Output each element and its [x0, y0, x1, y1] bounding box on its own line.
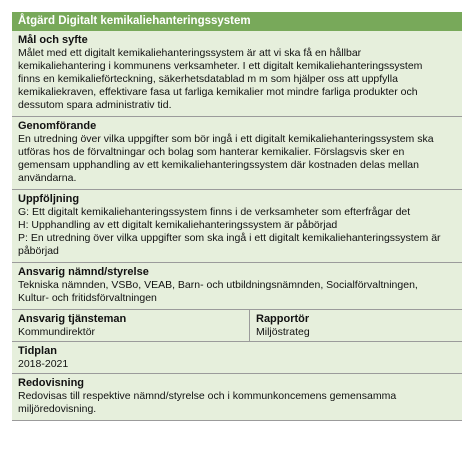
section-mal-och-syfte: [12, 31, 462, 116]
action-table: [12, 12, 462, 421]
text-line: Målet med ett digitalt kemikaliehanteringssystem är att vi ska få en hållbar: [18, 47, 362, 59]
section-heading: Uppföljning: [18, 193, 80, 205]
section-heading: Mål och syfte: [18, 34, 88, 46]
text-line: påbörjad: [18, 245, 59, 257]
text-line: miljöredovisning.: [18, 403, 97, 415]
text-line: G: Ett digitalt kemikaliehanteringssystem finns i de verksamheter som efterfrågar det: [18, 206, 411, 218]
text-line: kemikaliekraven, effektivare fasa ut farliga kemikalier mot mindre farliga produkter och: [18, 86, 418, 98]
text-line: H: Upphandling av ett digitalt kemikaliehanteringssystem är påbörjad: [18, 219, 338, 231]
text-line: utföras hos de förvaltningar och bolag som hanterar kemikalier. Förslagsvis sker en: [18, 146, 405, 158]
text-line: P: En utredning över vilka uppgifter som ska ingå i ett digitalt kemikaliehanteringssystem är: [18, 232, 441, 244]
cell-value: Miljöstrateg: [256, 326, 310, 338]
text-line: Redovisas till respektive nämnd/styrelse och i kommunkoncemens gemensamma: [18, 390, 397, 402]
section-heading: Ansvarig nämnd/styrelse: [18, 266, 149, 278]
cell-rapportor: [250, 310, 462, 341]
section-tidplan: [12, 341, 462, 373]
section-heading: Tidplan: [18, 345, 57, 357]
section-heading: Genomförande: [18, 120, 97, 132]
text-line: dessutom spara administrativ tid.: [18, 99, 172, 111]
cell-ansvarig-tjansteman: [12, 310, 250, 341]
text-line: finns en kemikalieförteckning, säkerhetsdatablad m m som hjälper oss att uppfylla: [18, 73, 398, 85]
section-heading: Redovisning: [18, 377, 85, 389]
text-line: Tekniska nämnden, VSBo, VEAB, Barn- och utbildningsnämnden, Socialförvaltningen,: [18, 279, 418, 291]
section-genomforande: [12, 116, 462, 189]
text-line: kemikaliehantering i kommunens verksamheter. I ett digitalt kemikaliehanteringssystem: [18, 60, 423, 72]
section-heading: Rapportör: [256, 313, 310, 325]
row-responsible: [12, 309, 462, 341]
text-line: En utredning över vilka uppgifter som bör ingå i ett digitalt kemikaliehanteringssystem ska: [18, 133, 434, 145]
text-line: gemensam upphandling av ett kemikaliehanteringssystem där kostnaden delas mellan: [18, 159, 419, 171]
section-uppfoljning: [12, 189, 462, 262]
text-line: Kultur- och fritidsförvaltningen: [18, 292, 157, 304]
table-title: Åtgärd Digitalt kemikaliehanteringssystem: [12, 12, 462, 31]
section-ansvarig-namnd: [12, 262, 462, 309]
section-redovisning: [12, 373, 462, 421]
text-line: användarna.: [18, 172, 77, 184]
cell-value: Kommundirektör: [18, 326, 96, 338]
cell-value: 2018-2021: [18, 358, 69, 370]
section-heading: Ansvarig tjänsteman: [18, 313, 127, 325]
